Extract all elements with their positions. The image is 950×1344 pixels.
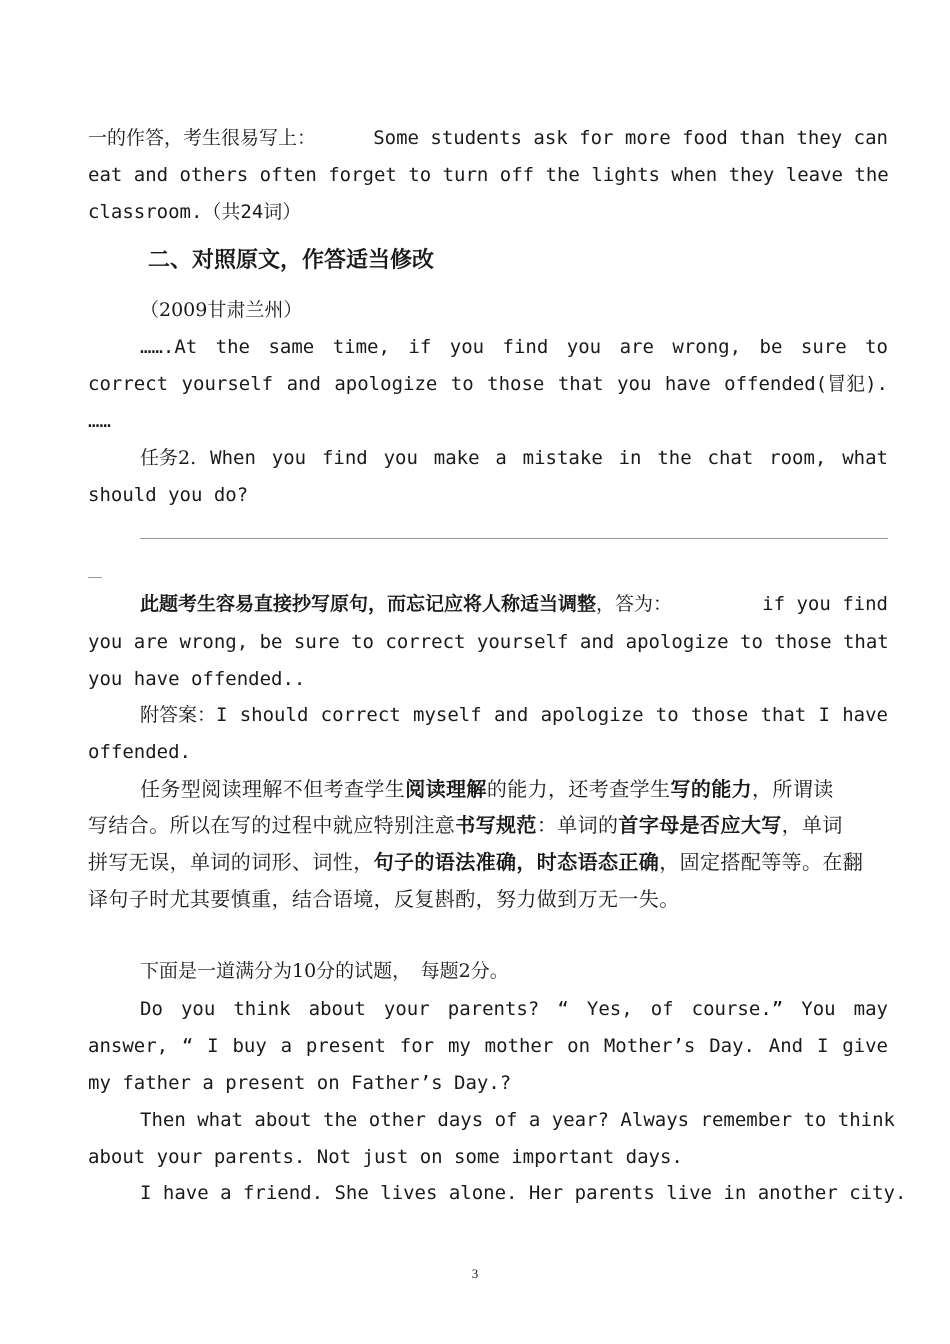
- bold-span: 句子的语法准确，时态语态正确: [373, 850, 660, 874]
- text-span: I should correct myself and apologize to those that I have: [216, 704, 888, 726]
- passage-line: [88, 372, 888, 396]
- passage-line: …….At the same time, if you find you are wrong, be sure to: [140, 336, 888, 358]
- task-question: When you find you make a mistake in the chat room, what: [210, 447, 888, 469]
- task-number: 任务2.: [140, 447, 197, 469]
- text-span: if you find: [762, 593, 888, 615]
- bold-span: 阅读理解: [405, 777, 487, 801]
- answer-line: offended.: [88, 741, 191, 763]
- bold-span: 首字母是否应大写: [618, 813, 782, 837]
- text-line: classroom.（共24词）: [88, 201, 302, 223]
- text-span: (冒犯).: [815, 373, 888, 395]
- bold-span: 书写规范: [455, 813, 537, 837]
- text-span: 拼写无误，单词的词形、词性，: [88, 850, 374, 874]
- text-line: [88, 126, 888, 150]
- test-line: Do you think about your parents? “ Yes, of course.” You may: [140, 998, 888, 1020]
- text-span: ，固定搭配等等。在翻: [659, 850, 864, 874]
- text-span: 的能力，还考查学生: [486, 777, 671, 801]
- task-line: [140, 446, 888, 470]
- text-span: 任务型阅读理解不但考查学生: [140, 777, 406, 801]
- text-span: ：单词的: [536, 813, 619, 837]
- test-intro: 下面是一道满分为10分的试题， 每题2分。: [140, 960, 509, 982]
- page-number: 3: [471, 1266, 479, 1281]
- text-span: correct yourself and apologize to those that you have offended: [88, 373, 816, 395]
- text-span: Some students ask for more food than they can: [373, 127, 888, 149]
- test-line: I have a friend. She lives alone. Her parents live in another city.: [140, 1182, 907, 1204]
- text-span: 写结合。所以在写的过程中就应特别注意: [88, 813, 456, 837]
- text-span: 附答案：: [140, 704, 217, 726]
- summary-line: 译句子时尤其要慎重，结合语境，反复斟酌，努力做到万无一失。: [88, 887, 680, 911]
- answer-line: [140, 703, 888, 727]
- test-line: answer, “ I buy a present for my mother on Mother’s Day. And I give: [88, 1035, 888, 1057]
- task-line: should you do?: [88, 484, 249, 506]
- text-span: ，所谓读: [752, 777, 834, 801]
- summary-line: [88, 812, 888, 838]
- analysis-line: you have offended..: [88, 668, 306, 690]
- text-line: eat and others often forget to turn off the lights when they leave the: [88, 164, 889, 186]
- section-heading: 二、对照原文，作答适当修改: [148, 248, 435, 273]
- text-span: ，单词: [781, 813, 843, 837]
- analysis-line: [140, 592, 888, 617]
- bold-span: 此题考生容易直接抄写原句，而忘记应将人称适当调整: [140, 593, 597, 615]
- summary-line: [140, 776, 888, 802]
- text-span: 一的作答，考生很易写上：: [88, 127, 317, 149]
- answer-blank-line-end: [88, 577, 102, 578]
- answer-blank-line: [140, 538, 888, 539]
- bold-span: 写的能力: [670, 777, 753, 801]
- test-line: about your parents. Not just on some important days.: [88, 1146, 683, 1168]
- test-line: Then what about the other days of a year? Always remember to think: [140, 1109, 895, 1131]
- text-span: ，答为：: [596, 593, 673, 615]
- source-label: （2009甘肃兰州）: [140, 299, 303, 321]
- test-line: my father a present on Father’s Day.?: [88, 1072, 512, 1094]
- summary-line: [88, 849, 888, 875]
- passage-line: ……: [88, 410, 111, 432]
- analysis-line: you are wrong, be sure to correct yourself and apologize to those that: [88, 631, 889, 653]
